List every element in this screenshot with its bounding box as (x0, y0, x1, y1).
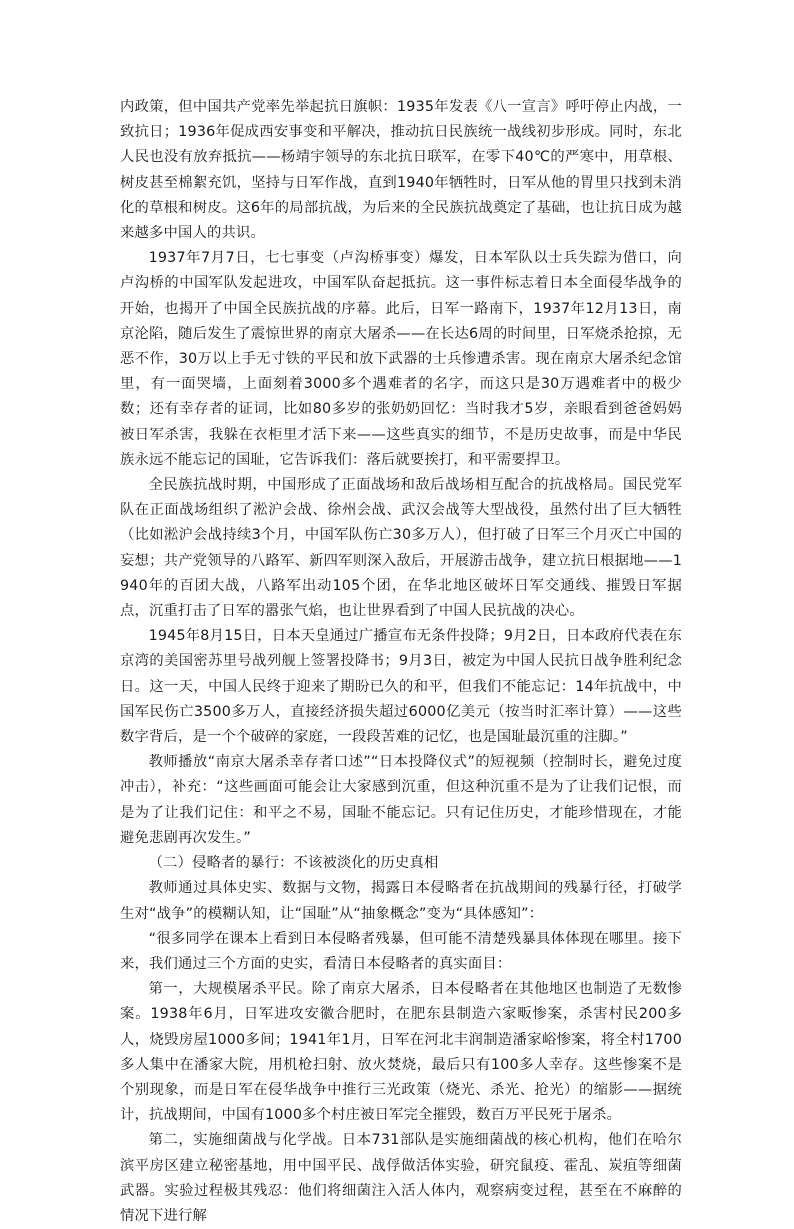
paragraph-9: 第一，大规模屠杀平民。除了南京大屠杀，日本侵略者在其他地区也制造了无数惨案。1938年6月，日军进攻安徽合肥时，在肥东县制造六家畈惨案，杀害村民200多人，烧毁房屋1000多间；1941年1月，日军在河北丰润制造潘家峪惨案，将全村1700多人集中在潘家大院，用机枪扫射、放火焚烧，最后只有100多人幸存。这些惨案不是个别现象，而是日军在侵华战争中推行三光政策（烧光、杀光、抢光）的缩影——据统计，抗战期间，中国有1000多个村庄被日军完全摧毁，数百万平民死于屠杀。 (120, 981, 682, 1124)
section-heading: （二）侵略者的暴行：不该被淡化的历史真相 (148, 855, 439, 872)
paragraph-10: 第二，实施细菌战与化学战。日本731部队是实施细菌战的核心机构，他们在哈尔滨平房区建立秘密基地，用中国平民、战俘做活体实验，研究鼠疫、霍乱、炭疽等细菌武器。实验过程极其残忍：他们将细菌注入活人体内，观察病变过程，甚至在不麻醉的情况下进行解 (120, 1132, 682, 1224)
paragraph-2: 1937年7月7日，七七事变（卢沟桥事变）爆发，日本军队以士兵失踪为借口，向卢沟桥的中国军队发起进攻，中国军队奋起抵抗。这一事件标志着日本全面侵华战争的开始，也揭开了中国全民族抗战的序幕。此后，日军一路南下，1937年12月13日，南京沦陷，随后发生了震惊世界的南京大屠杀——在长达6周的时间里，日军烧杀抢掠，无恶不作，30万以上手无寸铁的平民和放下武器的士兵惨遭杀害。现在南京大屠杀纪念馆里，有一面哭墙，上面刻着3000多个遇难者的名字，而这只是30万遇难者中的极少数；还有幸存者的证词，比如80多岁的张奶奶回忆：当时我才5岁，亲眼看到爸爸妈妈被日军杀害，我躲在衣柜里才活下来——这些真实的细节，不是历史故事，而是中华民族永远不能忘记的国耻，它告诉我们：落后就要挨打，和平需要捍卫。 (120, 250, 682, 468)
paragraph-7: 教师通过具体史实、数据与文物，揭露日本侵略者在抗战期间的残暴行径，打破学生对“战争”的模糊认知，让“国耻”从“抽象概念”变为“具体感知”： (120, 880, 682, 922)
paragraph-3: 全民族抗战时期，中国形成了正面战场和敌后战场相互配合的抗战格局。国民党军队在正面战场组织了淞沪会战、徐州会战、武汉会战等大型战役，虽然付出了巨大牺牲（比如淞沪会战持续3个月，中国军队伤亡30多万人），但打破了日军三个月灭亡中国的妄想；共产党领导的八路军、新四军则深入敌后，开展游击战争，建立抗日根据地——1940年的百团大战，八路军出动105个团，在华北地区破坏日军交通线、摧毁日军据点，沉重打击了日军的嚣张气焰，也让世界看到了中国人民抗战的决心。 (120, 477, 682, 620)
paragraph-1: 内政策，但中国共产党率先举起抗日旗帜：1935年发表《八一宣言》呼吁停止内战，一致抗日；1936年促成西安事变和平解决，推动抗日民族统一战线初步形成。同时，东北人民也没有放弃抵抗——杨靖宇领导的东北抗日联军，在零下40℃的严寒中，用草根、树皮甚至棉絮充饥，坚持与日军作战，直到1940年牺牲时，日军从他的胃里只找到未消化的草根和树皮。这6年的局部抗战，为后来的全民族抗战奠定了基础，也让抗日成为越来越多中国人的共识。 (120, 99, 682, 242)
document-body (120, 95, 682, 1229)
paragraph-8: “很多同学在课本上看到日本侵略者残暴，但可能不清楚残暴具体体现在哪里。接下来，我们通过三个方面的史实，看清日本侵略者的真实面目： (120, 930, 682, 972)
paragraph-4: 1945年8月15日，日本天皇通过广播宣布无条件投降；9月2日，日本政府代表在东京湾的美国密苏里号战列舰上签署投降书；9月3日，被定为中国人民抗日战争胜利纪念日。这一天，中国人民终于迎来了期盼已久的和平，但我们不能忘记：14年抗战中，中国军民伤亡3500多万人，直接经济损失超过6000亿美元（按当时汇率计算）——这些数字背后，是一个个破碎的家庭，一段段苦难的记忆，也是国耻最沉重的注脚。” (120, 628, 682, 746)
paragraph-5: 教师播放“南京大屠杀幸存者口述”“日本投降仪式”的短视频（控制时长，避免过度冲击），补充：“这些画面可能会让大家感到沉重，但这种沉重不是为了让我们记恨，而是为了让我们记住：和平之不易，国耻不能忘记。只有记住历史，才能珍惜现在，才能避免悲剧再次发生。” (120, 754, 682, 846)
